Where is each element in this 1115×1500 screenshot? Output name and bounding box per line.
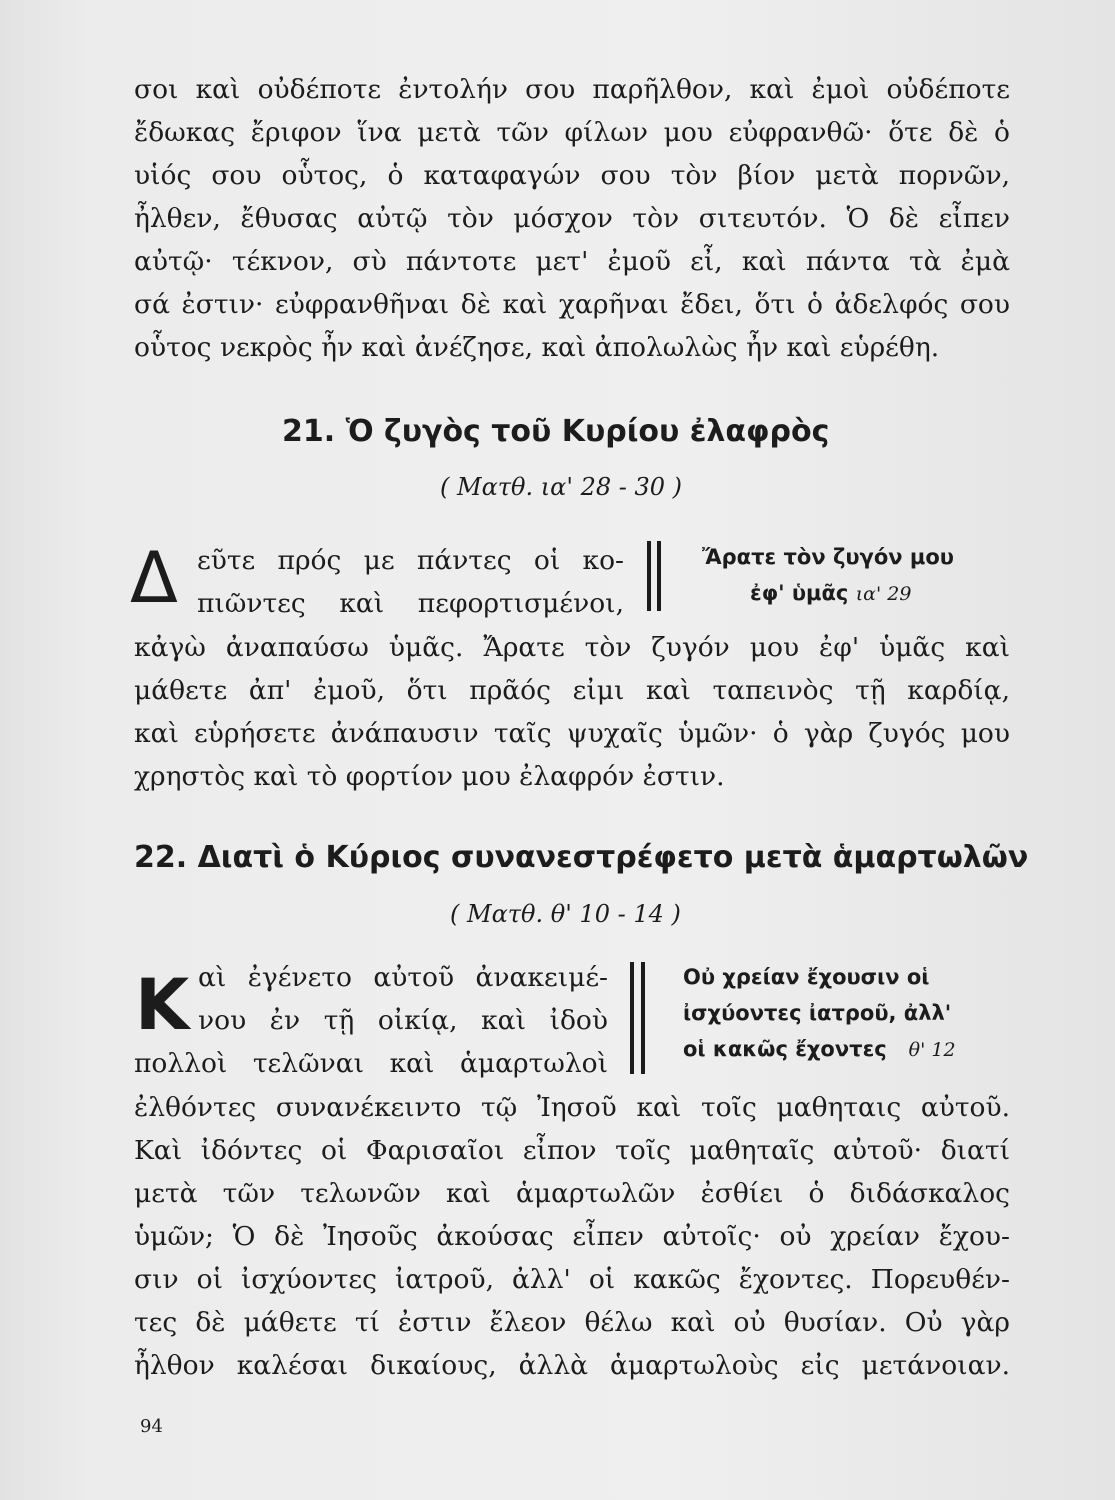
text-line: σοι καὶ οὐδέποτε ἐντολήν σου παρῆλθον, καὶ ἐμοὶ οὐδέποτε xyxy=(134,74,1010,105)
text-line: χρηστὸς καὶ τὸ φορτίον μου ἐλαφρόν ἐστιν. xyxy=(134,761,725,792)
side-note: Ἄρατε τὸν ζυγόν μου xyxy=(702,545,954,569)
side-note: ἐφ' ὑμᾶς ια' 29 xyxy=(750,581,912,605)
text-line: οὗτος νεκρὸς ἦν καὶ ἀνέζησε, καὶ ἀπολωλὼς ἦν καὶ εὑρέθη. xyxy=(134,332,940,363)
section-22-title: 22. Διατὶ ὁ Κύριος συνανεστρέφετο μετὰ ἁμαρτωλῶν xyxy=(134,840,1029,875)
section-21-title: 21. Ὁ ζυγὸς τοῦ Κυρίου ἐλαφρὸς xyxy=(282,414,830,449)
text-line: ἐλθόντες συνανέκειντο τῷ Ἰησοῦ καὶ τοῖς μαθηταις αὐτοῦ. xyxy=(134,1092,1010,1123)
margin-rule xyxy=(657,541,661,611)
page-number: 94 xyxy=(140,1416,163,1437)
margin-rule xyxy=(647,541,651,611)
text-line: νου ἐν τῇ οἰκίᾳ, καὶ ἰδοὺ xyxy=(198,1005,608,1036)
side-note: Οὐ χρείαν ἔχουσιν οἱ xyxy=(683,965,930,989)
text-line: σιν οἱ ἰσχύοντες ἰατροῦ, ἀλλ' οἱ κακῶς ἔχοντες. Πορευθέν- xyxy=(134,1264,1010,1295)
text-line: πολλοὶ τελῶναι καὶ ἁμαρτωλοὶ xyxy=(134,1048,608,1079)
text-line: τες δὲ μάθετε τί ἐστιν ἔλεον θέλω καὶ οὐ θυσίαν. Οὐ γὰρ xyxy=(134,1307,1010,1338)
text-line: σά ἐστιν· εὐφρανθῆναι δὲ καὶ χαρῆναι ἔδει, ὅτι ὁ ἀδελφός σου xyxy=(134,289,1010,320)
text-line: αὐτῷ· τέκνον, σὺ πάντοτε μετ' ἐμοῦ εἶ, καὶ πάντα τὰ ἐμὰ xyxy=(134,246,1010,277)
section-21-reference: ( Ματθ. ια' 28 - 30 ) xyxy=(440,473,683,501)
text-line: αὶ ἐγένετο αὐτοῦ ἀνακειμέ- xyxy=(198,962,608,993)
text-line: ἔδωκας ἔριφον ἵνα μετὰ τῶν φίλων μου εὐφρανθῶ· ὅτε δὲ ὁ xyxy=(134,117,1010,148)
margin-rule xyxy=(630,962,634,1074)
drop-cap: Δ xyxy=(130,537,178,619)
margin-rule xyxy=(641,962,645,1074)
side-note: οἱ κακῶς ἔχοντες θ' 12 xyxy=(683,1037,956,1061)
text-line: κἀγὼ ἀναπαύσω ὑμᾶς. Ἄρατε τὸν ζυγόν μου ἐφ' ὑμᾶς καὶ xyxy=(134,632,1010,663)
text-line: ὑμῶν; Ὁ δὲ Ἰησοῦς ἀκούσας εἶπεν αὐτοῖς· οὐ χρείαν ἔχου- xyxy=(134,1221,1010,1252)
text-line: μάθετε ἀπ' ἐμοῦ, ὅτι πρᾶός εἰμι καὶ ταπεινὸς τῇ καρδίᾳ, xyxy=(134,675,1010,706)
text-line: ἦλθεν, ἔθυσας αὐτῷ τὸν μόσχον τὸν σιτευτόν. Ὁ δὲ εἶπεν xyxy=(134,203,1010,234)
text-line: καὶ εὑρήσετε ἀνάπαυσιν ταῖς ψυχαῖς ὑμῶν· ὁ γὰρ ζυγός μου xyxy=(134,718,1010,749)
text-line: μετὰ τῶν τελωνῶν καὶ ἁμαρτωλῶν ἐσθίει ὁ διδάσκαλος xyxy=(134,1178,1010,1209)
section-22-reference: ( Ματθ. θ' 10 - 14 ) xyxy=(450,900,681,928)
text-line: ἦλθον καλέσαι δικαίους, ἀλλὰ ἁμαρτωλοὺς εἰς μετάνοιαν. xyxy=(134,1350,1010,1381)
text-line: πιῶντες καὶ πεφορτισμένοι, xyxy=(197,588,624,619)
text-line: υἱός σου οὗτος, ὁ καταφαγών σου τὸν βίον μετὰ πορνῶν, xyxy=(134,160,1010,191)
drop-cap: Κ xyxy=(135,964,190,1046)
side-note: ἰσχύοντες ἰατροῦ, ἀλλ' xyxy=(683,1001,952,1025)
text-line: Καὶ ἰδόντες οἱ Φαρισαῖοι εἶπον τοῖς μαθηταῖς αὐτοῦ· διατί xyxy=(134,1135,1010,1166)
text-line: εῦτε πρός με πάντες οἱ κο- xyxy=(197,545,624,576)
